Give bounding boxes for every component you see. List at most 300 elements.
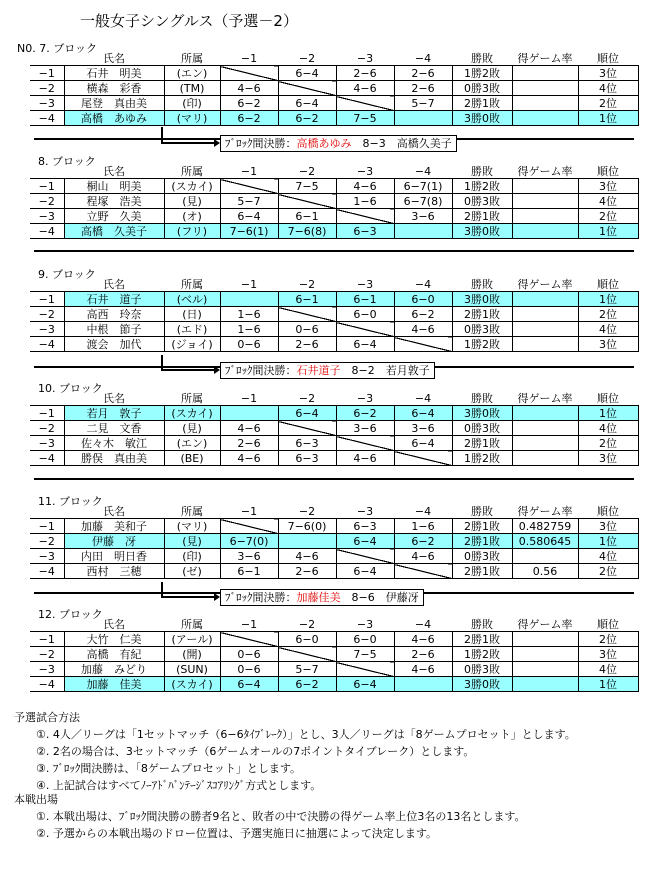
header-rank: 順位 (578, 617, 638, 632)
rank: 1位 (578, 292, 638, 307)
header-vs-1: −1 (220, 391, 278, 406)
row-index: −4 (30, 337, 64, 352)
game-rate (512, 436, 578, 451)
match-score: 7−6(0) (278, 519, 336, 534)
row-index: −3 (30, 209, 64, 224)
header-vs-3: −3 (336, 391, 394, 406)
row-index: −4 (30, 677, 64, 692)
match-score: 6−2 (336, 406, 394, 421)
rank: 4位 (578, 194, 638, 209)
self-match-cell (394, 111, 452, 126)
header-name: 氏名 (64, 504, 164, 519)
game-rate (512, 81, 578, 96)
player-name: 若月 敦子 (64, 406, 164, 421)
header-vs-1: −1 (220, 504, 278, 519)
match-score: 6−4 (220, 209, 278, 224)
self-match-cell (336, 322, 394, 337)
match-score: 5−7 (220, 194, 278, 209)
rank: 2位 (578, 307, 638, 322)
match-score: 7−5 (336, 111, 394, 126)
match-score: 2−6 (278, 564, 336, 579)
table-row (30, 647, 638, 662)
block-table (30, 164, 639, 239)
final-score: 8−6 (340, 591, 386, 604)
header-rank: 順位 (578, 164, 638, 179)
win-loss: 3勝0敗 (452, 224, 512, 239)
table-row (30, 66, 638, 81)
match-score: 0−6 (220, 647, 278, 662)
win-loss: 0勝3敗 (452, 322, 512, 337)
row-index: −1 (30, 406, 64, 421)
match-score: 2−6 (394, 647, 452, 662)
match-score: 6−4 (394, 406, 452, 421)
player-team: (BE) (164, 451, 220, 466)
match-score: 0−6 (278, 322, 336, 337)
rank: 2位 (578, 436, 638, 451)
row-index: −1 (30, 632, 64, 647)
game-rate (512, 647, 578, 662)
rank: 3位 (578, 519, 638, 534)
rank: 1位 (578, 111, 638, 126)
match-score: 1−6 (336, 194, 394, 209)
self-match-cell (220, 66, 278, 81)
match-score: 4−6 (220, 451, 278, 466)
win-loss: 3勝0敗 (452, 292, 512, 307)
header-rank: 順位 (578, 51, 638, 66)
player-team: (マリ) (164, 519, 220, 534)
final-winner: 高橋あゆみ (296, 137, 352, 150)
rank: 3位 (578, 451, 638, 466)
self-match-cell (394, 337, 452, 352)
player-name: 尾登 真由美 (64, 96, 164, 111)
self-match-cell (394, 677, 452, 692)
match-score: 1−6 (220, 322, 278, 337)
game-rate (512, 307, 578, 322)
win-loss: 0勝3敗 (452, 421, 512, 436)
win-loss: 3勝0敗 (452, 406, 512, 421)
game-rate (512, 549, 578, 564)
win-loss: 2勝1敗 (452, 519, 512, 534)
header-name: 氏名 (64, 277, 164, 292)
player-team: (印) (164, 96, 220, 111)
final-score: 8−2 (340, 364, 386, 377)
block-label: 11. ブロック (38, 495, 103, 508)
header-index-cell (30, 164, 64, 179)
match-score: 4−6 (336, 451, 394, 466)
header-game-rate: 得ゲーム率 (512, 51, 578, 66)
player-name: 高橋 有紀 (64, 647, 164, 662)
header-vs-4: −4 (394, 277, 452, 292)
match-score: 6−3 (336, 519, 394, 534)
game-rate: 0.56 (512, 564, 578, 579)
block-table (30, 391, 639, 466)
header-name: 氏名 (64, 51, 164, 66)
table-header-row (30, 504, 638, 519)
table-row (30, 677, 638, 692)
table-row (30, 111, 638, 126)
final-label: ﾌﾞﾛｯｸ間決勝： (225, 364, 297, 377)
match-score: 7−6(1) (220, 224, 278, 239)
header-game-rate: 得ゲーム率 (512, 617, 578, 632)
self-match-cell (220, 632, 278, 647)
connector-line (161, 127, 163, 143)
player-name: 渡会 加代 (64, 337, 164, 352)
header-vs-4: −4 (394, 164, 452, 179)
match-score: 6−1 (220, 564, 278, 579)
table-row (30, 564, 638, 579)
game-rate (512, 209, 578, 224)
method-item: ④. 上記試合はすべてﾉｰｱﾄﾞﾊﾞﾝﾃｰｼﾞｽｺｱﾘﾝｸﾞ方式とします。 (36, 779, 322, 792)
header-vs-4: −4 (394, 504, 452, 519)
block-separator (34, 478, 634, 480)
win-loss: 2勝1敗 (452, 564, 512, 579)
match-score: 6−7(1) (394, 179, 452, 194)
player-name: 高橋 久美子 (64, 224, 164, 239)
win-loss: 3勝0敗 (452, 111, 512, 126)
header-team: 所属 (164, 391, 220, 406)
player-team: (オ) (164, 209, 220, 224)
player-team: (スカイ) (164, 677, 220, 692)
row-index: −4 (30, 564, 64, 579)
table-row (30, 421, 638, 436)
block-final-result (220, 589, 424, 606)
self-match-cell (394, 224, 452, 239)
game-rate (512, 66, 578, 81)
match-score: 4−6 (394, 632, 452, 647)
row-index: −2 (30, 307, 64, 322)
rank: 4位 (578, 421, 638, 436)
header-vs-1: −1 (220, 617, 278, 632)
player-team: (エン) (164, 66, 220, 81)
self-match-cell (336, 209, 394, 224)
match-score: 6−4 (336, 534, 394, 549)
win-loss: 2勝1敗 (452, 436, 512, 451)
table-header-row (30, 51, 638, 66)
player-name: 程塚 浩美 (64, 194, 164, 209)
game-rate (512, 194, 578, 209)
rank: 3位 (578, 337, 638, 352)
header-rank: 順位 (578, 277, 638, 292)
header-index-cell (30, 504, 64, 519)
row-index: −3 (30, 96, 64, 111)
match-score: 6−4 (278, 406, 336, 421)
header-win-loss: 勝敗 (452, 51, 512, 66)
rank: 1位 (578, 677, 638, 692)
block-label: 12. ブロック (38, 608, 103, 621)
self-match-cell (336, 662, 394, 677)
table-row (30, 632, 638, 647)
table-row (30, 337, 638, 352)
win-loss: 0勝3敗 (452, 549, 512, 564)
match-score: 2−6 (278, 337, 336, 352)
self-match-cell (278, 421, 336, 436)
header-win-loss: 勝敗 (452, 277, 512, 292)
block-label: 9. ブロック (38, 268, 96, 281)
player-team: (開) (164, 647, 220, 662)
win-loss: 0勝3敗 (452, 194, 512, 209)
rank: 3位 (578, 647, 638, 662)
match-score: 6−2 (278, 677, 336, 692)
header-vs-3: −3 (336, 617, 394, 632)
table-row (30, 662, 638, 677)
player-team: (スカイ) (164, 179, 220, 194)
self-match-cell (278, 81, 336, 96)
row-index: −3 (30, 436, 64, 451)
self-match-cell (220, 406, 278, 421)
method-item: ③. ﾌﾞﾛｯｸ間決勝は、「8ゲームプロセット」とします。 (36, 762, 301, 775)
header-team: 所属 (164, 277, 220, 292)
match-score: 3−6 (394, 421, 452, 436)
match-score: 6−4 (394, 436, 452, 451)
table-header-row (30, 277, 638, 292)
match-score: 6−4 (278, 66, 336, 81)
match-score: 4−6 (394, 322, 452, 337)
header-win-loss: 勝敗 (452, 391, 512, 406)
rank: 2位 (578, 564, 638, 579)
final-label: ﾌﾞﾛｯｸ間決勝： (225, 591, 297, 604)
table-row (30, 292, 638, 307)
block-table (30, 277, 639, 352)
game-rate: 0.482759 (512, 519, 578, 534)
win-loss: 2勝1敗 (452, 209, 512, 224)
player-team: (SUN) (164, 662, 220, 677)
table-row (30, 209, 638, 224)
match-score: 0−6 (220, 662, 278, 677)
match-score: 6−3 (336, 224, 394, 239)
player-name: 勝俣 真由美 (64, 451, 164, 466)
player-name: 石井 道子 (64, 292, 164, 307)
match-score: 7−5 (278, 179, 336, 194)
player-team: (マリ) (164, 111, 220, 126)
block-label: 10. ブロック (38, 382, 103, 395)
rank: 1位 (578, 406, 638, 421)
self-match-cell (278, 647, 336, 662)
header-index-cell (30, 51, 64, 66)
player-name: 高橋 あゆみ (64, 111, 164, 126)
final-winner: 加藤佳美 (296, 591, 341, 604)
win-loss: 2勝1敗 (452, 534, 512, 549)
connector-line (161, 369, 216, 371)
player-name: 内田 明日香 (64, 549, 164, 564)
row-index: −1 (30, 66, 64, 81)
header-index-cell (30, 277, 64, 292)
connector-line (161, 355, 163, 370)
self-match-cell (278, 194, 336, 209)
header-vs-2: −2 (278, 391, 336, 406)
header-team: 所属 (164, 617, 220, 632)
table-row (30, 534, 638, 549)
header-rank: 順位 (578, 504, 638, 519)
game-rate (512, 322, 578, 337)
match-score: 7−5 (336, 647, 394, 662)
header-vs-3: −3 (336, 51, 394, 66)
player-name: 横森 彩香 (64, 81, 164, 96)
self-match-cell (220, 519, 278, 534)
player-name: 加藤 佳美 (64, 677, 164, 692)
header-index-cell (30, 617, 64, 632)
player-name: 加藤 みどり (64, 662, 164, 677)
player-name: 立野 久美 (64, 209, 164, 224)
row-index: −4 (30, 451, 64, 466)
header-vs-4: −4 (394, 617, 452, 632)
match-score: 4−6 (220, 81, 278, 96)
row-index: −1 (30, 292, 64, 307)
player-name: 佐々木 敏江 (64, 436, 164, 451)
self-match-cell (394, 451, 452, 466)
win-loss: 0勝3敗 (452, 662, 512, 677)
table-row (30, 436, 638, 451)
player-team: (ベル) (164, 292, 220, 307)
header-vs-3: −3 (336, 164, 394, 179)
method-item: ①. 4人／リーグは「1セットマッチ（6−6ﾀｲﾌﾞﾚｰｸ）」とし、3人／リーグは「8ゲームプロセット」とします。 (36, 728, 576, 741)
match-score: 4−6 (278, 549, 336, 564)
player-name: 石井 明美 (64, 66, 164, 81)
row-index: −3 (30, 662, 64, 677)
rank: 4位 (578, 549, 638, 564)
header-vs-2: −2 (278, 617, 336, 632)
header-vs-3: −3 (336, 277, 394, 292)
block-final-result (220, 135, 457, 152)
header-rank: 順位 (578, 391, 638, 406)
match-score: 5−7 (394, 96, 452, 111)
header-vs-2: −2 (278, 51, 336, 66)
self-match-cell (278, 307, 336, 322)
row-index: −2 (30, 534, 64, 549)
player-team: (アール) (164, 632, 220, 647)
match-score: 6−2 (220, 111, 278, 126)
game-rate (512, 337, 578, 352)
player-team: (スカイ) (164, 406, 220, 421)
final-loser: 伊藤冴 (385, 591, 419, 604)
player-team: (日) (164, 307, 220, 322)
final-winner: 石井道子 (296, 364, 341, 377)
player-name: 加藤 美和子 (64, 519, 164, 534)
table-row (30, 96, 638, 111)
table-row (30, 194, 638, 209)
table-header-row (30, 617, 638, 632)
rank: 2位 (578, 96, 638, 111)
table-row (30, 519, 638, 534)
row-index: −1 (30, 519, 64, 534)
win-loss: 1勝2敗 (452, 179, 512, 194)
row-index: −4 (30, 224, 64, 239)
block-separator (34, 250, 634, 252)
header-vs-4: −4 (394, 51, 452, 66)
win-loss: 2勝1敗 (452, 96, 512, 111)
game-rate (512, 111, 578, 126)
match-score: 3−6 (220, 549, 278, 564)
match-score: 7−6(8) (278, 224, 336, 239)
rank: 2位 (578, 632, 638, 647)
game-rate (512, 662, 578, 677)
page-title: 一般女子シングルス（予選－2） (80, 12, 298, 30)
header-game-rate: 得ゲーム率 (512, 277, 578, 292)
header-team: 所属 (164, 164, 220, 179)
table-row (30, 322, 638, 337)
rank: 4位 (578, 81, 638, 96)
header-vs-2: −2 (278, 164, 336, 179)
match-score: 2−6 (336, 66, 394, 81)
block-label: N0. 7. ブロック (17, 42, 97, 55)
header-team: 所属 (164, 51, 220, 66)
self-match-cell (220, 179, 278, 194)
match-score: 6−2 (394, 534, 452, 549)
match-score: 6−2 (394, 307, 452, 322)
row-index: −1 (30, 179, 64, 194)
player-team: (ゼ) (164, 564, 220, 579)
player-team: (エド) (164, 322, 220, 337)
row-index: −3 (30, 549, 64, 564)
table-row (30, 549, 638, 564)
match-score: 6−1 (336, 292, 394, 307)
match-score: 6−2 (220, 96, 278, 111)
match-score: 4−6 (220, 421, 278, 436)
game-rate (512, 224, 578, 239)
game-rate (512, 96, 578, 111)
win-loss: 0勝3敗 (452, 81, 512, 96)
rank: 3位 (578, 179, 638, 194)
player-name: 大竹 仁美 (64, 632, 164, 647)
player-team: (印) (164, 549, 220, 564)
block-table (30, 504, 639, 579)
table-header-row (30, 164, 638, 179)
self-match-cell (220, 292, 278, 307)
match-score: 6−0 (394, 292, 452, 307)
header-vs-3: −3 (336, 504, 394, 519)
game-rate (512, 632, 578, 647)
header-name: 氏名 (64, 617, 164, 632)
header-win-loss: 勝敗 (452, 164, 512, 179)
match-score: 6−4 (278, 96, 336, 111)
table-row (30, 224, 638, 239)
connector-line (161, 582, 163, 597)
header-index-cell (30, 391, 64, 406)
final-loser: 高橋久美子 (396, 137, 452, 150)
match-score: 6−1 (278, 292, 336, 307)
table-row (30, 179, 638, 194)
player-team: (見) (164, 194, 220, 209)
header-game-rate: 得ゲーム率 (512, 504, 578, 519)
self-match-cell (394, 564, 452, 579)
game-rate (512, 406, 578, 421)
player-name: 西村 三穂 (64, 564, 164, 579)
match-score: 3−6 (394, 209, 452, 224)
match-score: 1−6 (394, 519, 452, 534)
header-win-loss: 勝敗 (452, 504, 512, 519)
player-team: (見) (164, 421, 220, 436)
self-match-cell (336, 96, 394, 111)
connector-line (161, 142, 216, 144)
match-score: 6−0 (278, 632, 336, 647)
table-row (30, 81, 638, 96)
match-score: 4−6 (394, 549, 452, 564)
main-item: ①. 本戦出場は、ﾌﾞﾛｯｸ間決勝の勝者9名と、敗者の中で決勝の得ゲーム率上位3名の13名とします。 (36, 810, 526, 823)
final-score: 8−3 (351, 137, 397, 150)
row-index: −4 (30, 111, 64, 126)
match-score: 6−3 (278, 451, 336, 466)
win-loss: 3勝0敗 (452, 677, 512, 692)
game-rate (512, 677, 578, 692)
match-score: 6−2 (278, 111, 336, 126)
player-team: (エン) (164, 436, 220, 451)
rank: 2位 (578, 209, 638, 224)
match-score: 2−6 (394, 66, 452, 81)
block-final-result (220, 362, 435, 379)
match-score: 6−0 (336, 307, 394, 322)
main-item: ②. 予選からの本戦出場のドロー位置は、予選実施日に抽選によって決定します。 (36, 827, 437, 840)
win-loss: 1勝2敗 (452, 66, 512, 81)
match-score: 5−7 (278, 662, 336, 677)
